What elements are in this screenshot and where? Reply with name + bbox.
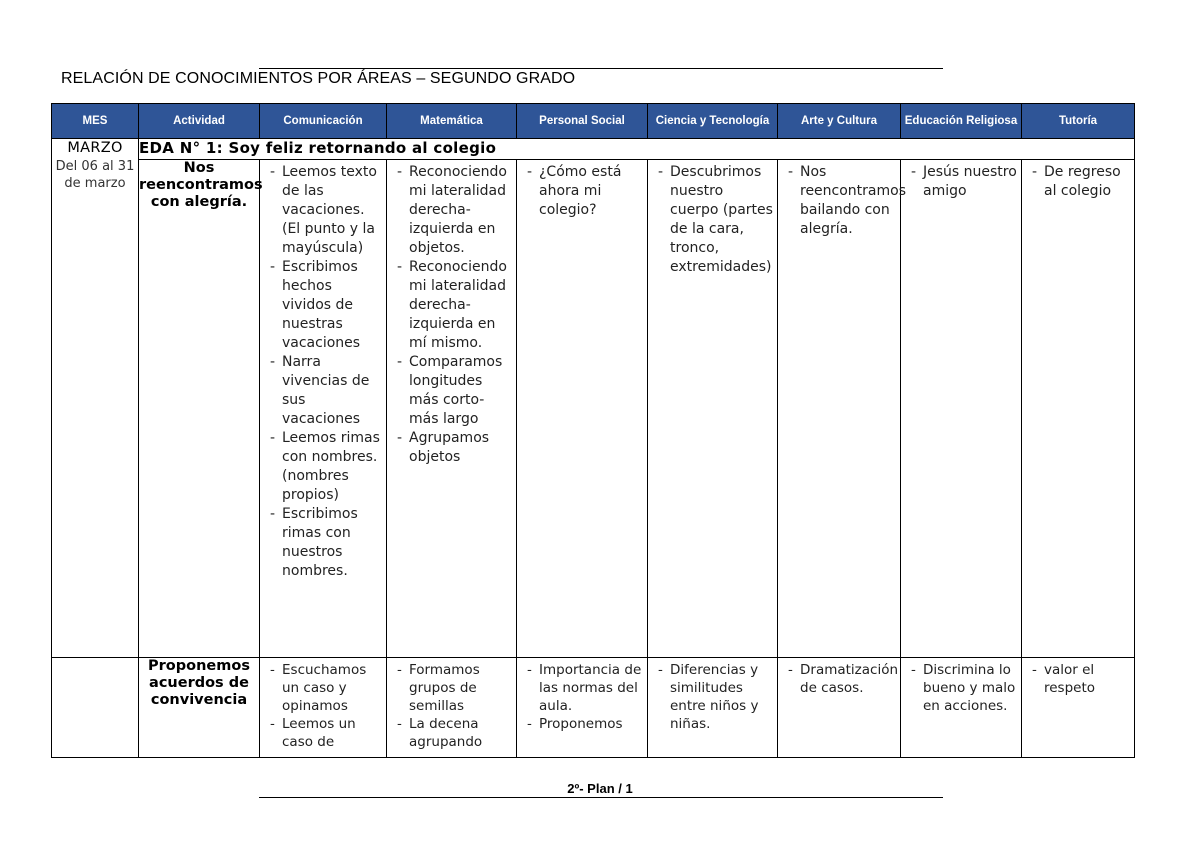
matematica-cell	[387, 658, 517, 758]
list-item: - Importancia de las normas del aula.	[525, 661, 643, 715]
tutoria-list	[1022, 160, 1134, 201]
religiosa-cell	[901, 160, 1022, 658]
list-item: - Proponemos	[525, 715, 643, 733]
list-item: - La decena agrupando	[395, 715, 512, 751]
matematica-list	[387, 658, 516, 751]
header-comunicacion: Comunicación	[260, 104, 387, 139]
list-item: - Narra vivencias de sus vacaciones	[268, 353, 382, 429]
table-row	[52, 658, 1135, 758]
list-item: - ¿Cómo está ahora mi colegio?	[525, 163, 643, 220]
list-item: - Descubrimos nuestro cuerpo (partes de la cara, tronco, extremidades)	[656, 163, 773, 277]
activity-cell: Nos reencontramos con alegría.	[139, 160, 260, 658]
list-item: - Diferencias y similitudes entre niños y niñas.	[656, 661, 773, 733]
personal-social-cell	[517, 160, 648, 658]
list-item: - Comparamos longitudes más corto-más largo	[395, 353, 512, 429]
tutoria-list	[1022, 658, 1134, 697]
matematica-list	[387, 160, 516, 467]
personal-social-list	[517, 658, 647, 733]
mes-cell-empty	[52, 658, 139, 758]
list-item: - Escribimos rimas con nuestros nombres.	[268, 505, 382, 581]
header-ciencia: Ciencia y Tecnología	[648, 104, 778, 139]
ciencia-cell	[648, 658, 778, 758]
comunicacion-cell	[260, 160, 387, 658]
ciencia-list	[648, 658, 777, 733]
religiosa-cell	[901, 658, 1022, 758]
ciencia-cell	[648, 160, 778, 658]
footer-rule	[259, 797, 943, 798]
tutoria-cell	[1022, 160, 1135, 658]
header-personal-social: Personal Social	[517, 104, 648, 139]
activity-cell: Proponemos acuerdos de convivencia	[139, 658, 260, 758]
list-item: - Jesús nuestro amigo	[909, 163, 1017, 201]
eda-title: EDA N° 1: Soy feliz retornando al colegio	[139, 139, 1135, 160]
list-item: - Discrimina lo bueno y malo en acciones.	[909, 661, 1017, 715]
list-item: - Nos reencontramos bailando con alegría.	[786, 163, 896, 239]
list-item: - Leemos un caso de	[268, 715, 382, 751]
list-item: - De regreso al colegio	[1030, 163, 1130, 201]
comunicacion-list	[260, 658, 386, 751]
header-mes: MES	[52, 104, 139, 139]
mes-cell	[52, 139, 139, 658]
list-item: - Reconociendo mi lateralidad derecha-izquierda en mí mismo.	[395, 258, 512, 353]
mes-range: Del 06 al 31 de marzo	[55, 159, 135, 191]
header-tutoria: Tutoría	[1022, 104, 1135, 139]
list-item: - Escribimos hechos vividos de nuestras vacaciones	[268, 258, 382, 353]
religiosa-list	[901, 658, 1021, 715]
matematica-cell	[387, 160, 517, 658]
list-item: - Escuchamos un caso y opinamos	[268, 661, 382, 715]
list-item: - Reconociendo mi lateralidad derecha-izquierda en objetos.	[395, 163, 512, 258]
document-title: RELACIÓN DE CONOCIMIENTOS POR ÁREAS – SEGUNDO GRADO	[61, 70, 576, 87]
header-rule	[259, 68, 943, 69]
arte-list	[778, 160, 907, 239]
list-item: - valor el respeto	[1030, 661, 1130, 697]
comunicacion-list	[260, 160, 386, 581]
personal-social-cell	[517, 658, 648, 758]
list-item: - Formamos grupos de semillas	[395, 661, 512, 715]
header-religiosa: Educación Religiosa	[901, 104, 1022, 139]
personal-social-list	[517, 160, 647, 220]
comunicacion-cell	[260, 658, 387, 758]
arte-list	[778, 658, 900, 697]
page-footer: 2º- Plan / 1	[567, 781, 633, 796]
ciencia-list	[648, 160, 777, 277]
header-matematica: Matemática	[387, 104, 517, 139]
header-actividad: Actividad	[139, 104, 260, 139]
curriculum-table	[51, 103, 1135, 758]
arte-cell	[778, 160, 907, 658]
tutoria-cell	[1022, 658, 1135, 758]
header-arte: Arte y Cultura	[778, 104, 901, 139]
list-item: - Leemos rimas con nombres. (nombres propios)	[268, 429, 382, 505]
header-row	[52, 104, 1135, 139]
list-item: - Dramatización de casos.	[786, 661, 896, 697]
religiosa-list	[901, 160, 1021, 201]
list-item: - Agrupamos objetos	[395, 429, 512, 467]
eda-row	[52, 139, 1135, 160]
arte-cell	[778, 658, 901, 758]
table-row	[52, 160, 1135, 658]
mes-name: MARZO	[67, 140, 123, 156]
list-item: - Leemos texto de las vacaciones. (El punto y la mayúscula)	[268, 163, 382, 258]
